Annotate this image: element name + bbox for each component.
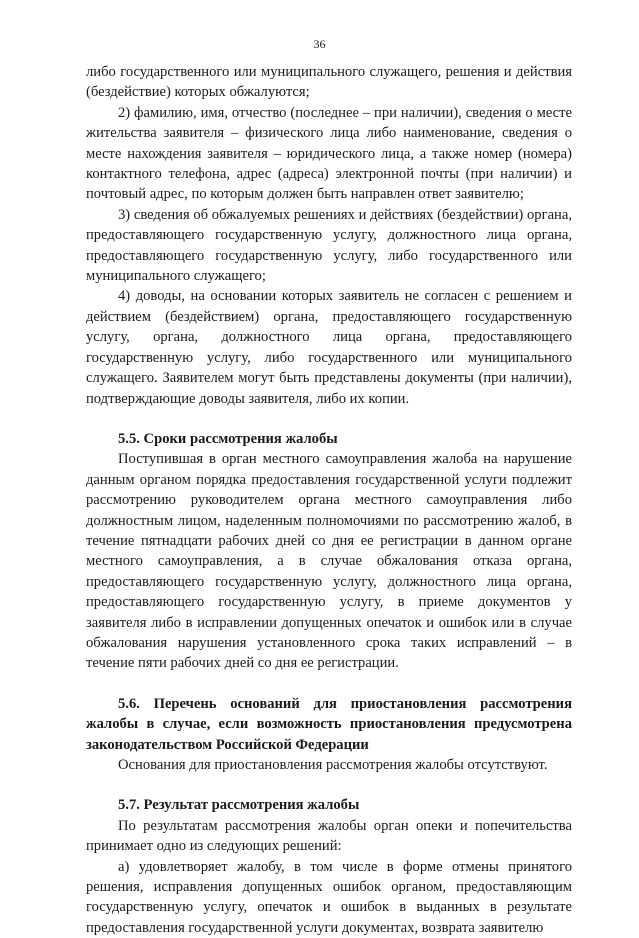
section-heading-5-7: 5.7. Результат рассмотрения жалобы	[118, 797, 360, 814]
document-body	[86, 62, 572, 938]
page-number: 36	[313, 37, 326, 51]
paragraph-item-4: 4) доводы, на основании которых заявитель не согласен с решением и действием (бездействием) органа, предоставляющего государственную услугу, органа, должностного лица органа, предоставляющего государственную услугу, либо государственного или муниципального служащего. Заявителем могут быть представлены документы (при наличии), подтверждающие доводы заявителя, либо их копии.	[86, 288, 572, 407]
paragraph-item-3: 3) сведения об обжалуемых решениях и действиях (бездействии) органа, предоставляющего государственную услугу, должностного лица органа, предоставляющего государственную услугу, либо государственного или муниципального служащего;	[86, 206, 572, 285]
section-heading-5-5: 5.5. Сроки рассмотрения жалобы	[118, 430, 338, 447]
spacer	[86, 674, 572, 694]
spacer	[86, 775, 572, 795]
paragraph-item-2: 2) фамилию, имя, отчество (последнее – при наличии), сведения о месте жительства заявителя – физического лица либо наименование, сведения о месте нахождения заявителя – юридического лица, а также номер (номера) контактного телефона, адрес (адреса) электронной почты (при наличии) и почтовый адрес, по которым должен быть направлен ответ заявителю;	[86, 104, 572, 203]
section-text-5-7-intro: По результатам рассмотрения жалобы орган опеки и попечительства принимает одно из следующих решений:	[86, 817, 572, 855]
spacer	[86, 409, 572, 429]
section-text-5-5: Поступившая в орган местного самоуправления жалоба на нарушение данным органом порядка предоставления государственной услуги подлежит рассмотрению руководителем органа местного самоуправления либо должностным лицом, наделенным полномочиями по рассмотрению жалоб, в течение пятнадцати рабочих дней со дня ее регистрации в данном органе местного самоуправления, а в случае обжалования отказа органа, предоставляющего государственную услугу, должностного лица органа, предоставляющего государственную услугу, в приеме документов у заявителя либо в исправлении допущенных опечаток и ошибок или в случае обжалования нарушения установленного срока таких исправлений – в течение пяти рабочих дней со дня ее регистрации.	[86, 451, 572, 672]
section-heading-5-6: 5.6. Перечень оснований для приостановления рассмотрения жалобы в случае, если возможность приостановления предусмотрена законодательством Российской Федерации	[86, 695, 572, 753]
section-text-5-6: Основания для приостановления рассмотрения жалобы отсутствуют.	[118, 757, 548, 773]
paragraph-continuation: либо государственного или муниципального служащего, решения и действия (бездействие) которых обжалуются;	[86, 64, 572, 101]
section-text-5-7-item-a: а) удовлетворяет жалобу, в том числе в форме отмены принятого решения, исправления допущенных ошибок органом, предоставляющим государственную услугу, опечаток и ошибок в выданных в результате предоставления государственной услуги документах, возврата заявителю	[86, 858, 572, 936]
